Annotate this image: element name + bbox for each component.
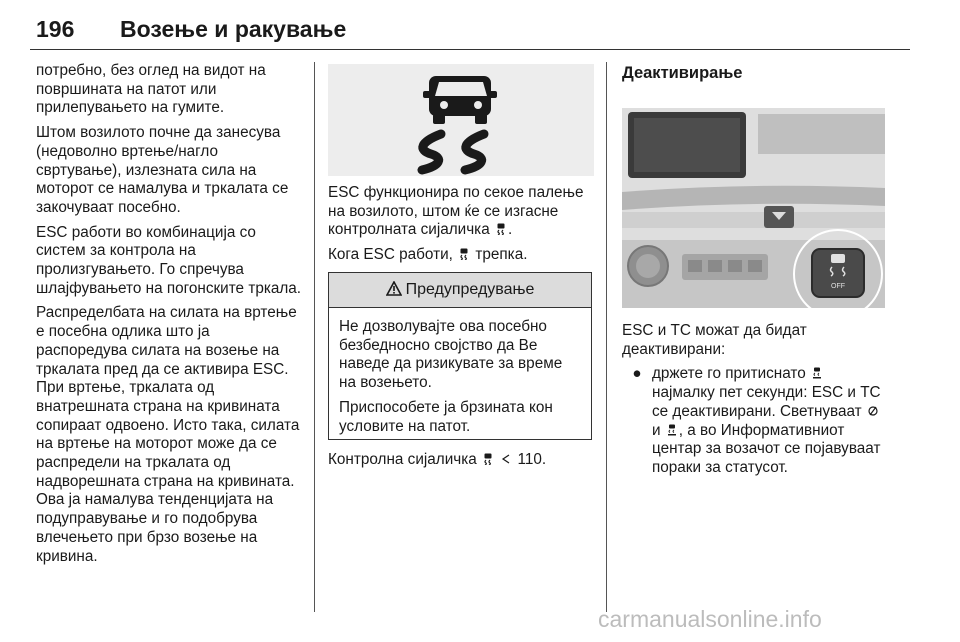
- text: , а во Информативниот центар за возачот се појавуваат пораки за статусот.: [652, 421, 881, 476]
- esc-warning-light-icon: [496, 223, 506, 235]
- section-heading: Деактивирање: [622, 64, 743, 82]
- tc-off-icon: [868, 405, 878, 417]
- paragraph: [328, 451, 594, 470]
- dashboard-figure: [622, 108, 885, 308]
- paragraph: [328, 246, 594, 265]
- paragraph: [328, 184, 594, 240]
- column-2: [328, 184, 594, 271]
- page-reference: 110.: [517, 451, 547, 468]
- text: Контролна сијаличка: [328, 451, 477, 468]
- paragraph: Не дозволувајте ова посебно безбедносно својство да Ве наведе да ризикувате за време на возењето.: [339, 318, 563, 392]
- esc-off-button-label: OFF: [831, 283, 845, 290]
- esc-warning-light-icon: [459, 248, 469, 260]
- bullet: ●: [632, 365, 642, 383]
- text: најмалку пет секунди: ESC и TC се деактивирани. Светнуваат: [652, 384, 881, 420]
- list-item: [622, 365, 888, 477]
- paragraph: ESC и TC можат да бидат деактивирани:: [622, 322, 807, 358]
- list-item-text: [652, 365, 888, 477]
- text: држете го притиснато: [652, 365, 806, 383]
- paragraph: ESC работи во комбинација со систем за контрола на пролизгувањето. Го спречува шлајфувањето на погонските тркала.: [36, 223, 302, 297]
- esc-off-icon: [812, 367, 822, 379]
- watermark: carmanualsonline.info: [598, 606, 822, 632]
- paragraph: Штом возилото почне да занесува (недоволно вртење/нагло свртување), излезната сила на моторот се намалува и тркалата се закочуваат посебно.: [36, 124, 289, 216]
- skidding-car-icon: [328, 64, 594, 176]
- column-divider-1: [314, 62, 315, 612]
- warning-body: [329, 308, 591, 436]
- page-header: [30, 12, 910, 52]
- control-light-ref: [328, 451, 594, 476]
- esc-warning-light-icon: [483, 453, 493, 465]
- text: и: [652, 421, 661, 439]
- running-title: Возење и ракување: [120, 16, 347, 42]
- paragraph: Распределбата на силата на вртење е посебна одлика што ја распоредува силата на возење на тркалата пред да се активира ESC. При вртење, тркалата од внатрешната страна на кривината сопираат одвоено. Исто така, силата на вртење на моторот може да се распредели на тркалата од надворешната страна на кривината. Ова ја намалува тенденцијата на подуправување и го подобрува влечењето при брзо возење на кривина.: [36, 304, 300, 565]
- paragraph: Приспособете ја брзината кон условите на патот.: [339, 398, 553, 435]
- text: .: [507, 221, 513, 239]
- column-divider-2: [606, 62, 607, 612]
- warning-box: [328, 272, 592, 440]
- page-number: 196: [36, 16, 75, 42]
- esc-off-icon: [667, 424, 677, 436]
- text: ESC функционира по секое палење на возилото, штом ќе се изгасне контролната сијаличка: [328, 184, 584, 239]
- paragraph: потребно, без оглед на видот на површината на патот или прилепувањето на гумите.: [36, 62, 266, 117]
- column-1: [36, 62, 304, 572]
- text: Кога ESC работи,: [328, 246, 453, 264]
- page-reference-icon: [501, 453, 511, 465]
- dashboard-illustration: [622, 108, 885, 308]
- header-rule: [30, 49, 910, 50]
- warning-title: Предупредување: [405, 281, 535, 298]
- warning-triangle-icon: [386, 281, 402, 296]
- column-3: [622, 322, 888, 478]
- warning-header: [329, 273, 591, 308]
- text: трепка.: [475, 246, 528, 264]
- esc-symbol-figure: [328, 64, 594, 176]
